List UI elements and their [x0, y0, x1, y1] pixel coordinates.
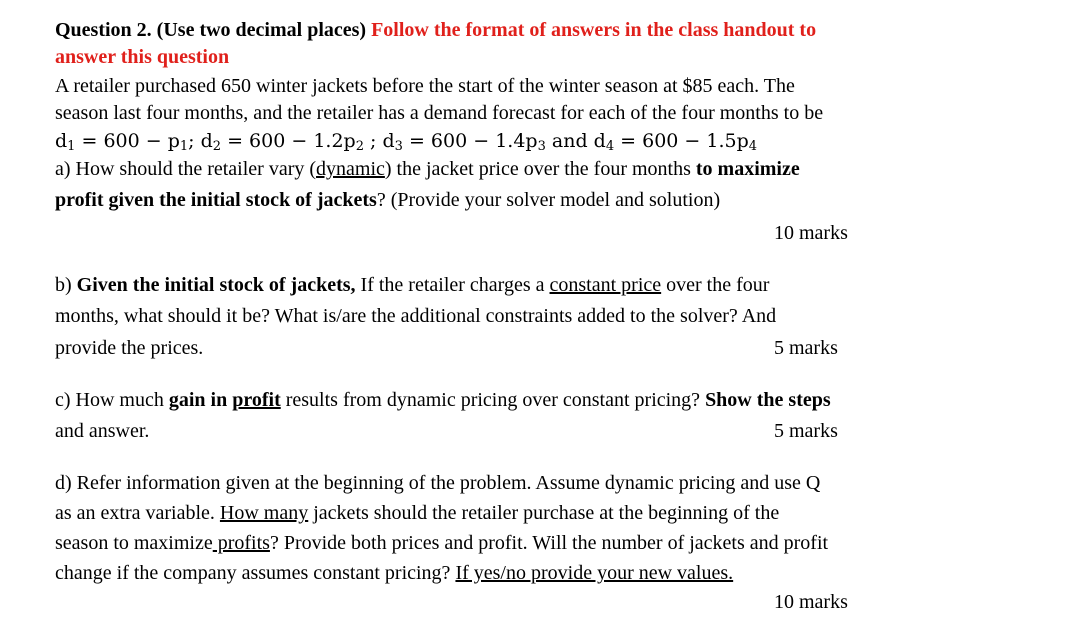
eq-text: = 600 − 1.4p [402, 130, 538, 152]
eq-sub: 2 [355, 139, 364, 154]
part-a-line-1 [55, 156, 800, 182]
part-d-line-2 [55, 500, 779, 526]
part-b-text: If the retailer charges a [355, 274, 550, 296]
part-c-line-2: and answer. [55, 420, 150, 442]
part-c-line-1 [55, 387, 831, 413]
part-b-underlined: constant price [549, 274, 662, 296]
eq-text: = 600 − 1.5p [614, 130, 749, 152]
part-c-marks: 5 marks [774, 420, 838, 442]
eq-text: ; d [188, 130, 213, 152]
part-d-underlined: How many [219, 502, 309, 524]
part-d-text: as an extra variable. [55, 502, 220, 524]
part-d-text: season to maximize [55, 532, 213, 554]
part-b-line-3: provide the prices. [55, 337, 204, 359]
part-d-text: change if the company assumes constant pricing? [55, 562, 456, 584]
part-a-text: a) How should the retailer vary ( [55, 158, 317, 180]
eq-sub: 3 [537, 139, 546, 154]
part-c-text: results from dynamic pricing over constant pricing? [280, 389, 706, 411]
eq-sub: 1 [67, 139, 76, 154]
part-b-text: over the four [661, 274, 770, 296]
format-instruction: Follow the format of answers in the class handout to [371, 19, 817, 41]
eq-text: = 600 − p [75, 130, 180, 152]
question-title: Question 2. (Use two decimal places) [55, 19, 367, 41]
part-a-bold: profit given the initial stock of jackets [55, 189, 377, 211]
part-a-text: ) the jacket price over the four months [384, 158, 696, 180]
part-a-marks: 10 marks [774, 222, 848, 244]
part-d-underlined: If yes/no provide your new values. [455, 562, 734, 584]
eq-text: = 600 − 1.2p [221, 130, 356, 152]
part-b-bold: Given the initial stock of jackets, [76, 274, 356, 296]
part-a-line-2 [55, 187, 720, 213]
part-d-line-3 [55, 530, 828, 556]
part-a-bold: to maximize [695, 158, 800, 180]
eq-sub: 4 [605, 139, 615, 154]
eq-text: ; d [364, 130, 395, 152]
part-d-text: ? Provide both prices and profit. Will the number of jackets and profit [269, 532, 829, 554]
eq-text: and d [545, 130, 606, 152]
part-b-line-2: months, what should it be? What is/are the additional constraints added to the solver? And [55, 305, 777, 327]
part-c-bold: Show the steps [705, 389, 831, 411]
part-c-bold-underlined: profit [232, 389, 281, 411]
part-b-text: b) [55, 274, 77, 296]
part-c-text: c) How much [55, 389, 169, 411]
part-d-marks: 10 marks [774, 591, 848, 613]
intro-line-2: season last four months, and the retailer has a demand forecast for each of the four months to be [55, 102, 824, 124]
part-c-bold: gain in [168, 389, 233, 411]
question-header [55, 17, 816, 43]
part-d-underlined: profits [212, 532, 270, 554]
eq-sub: 3 [394, 139, 403, 154]
part-d-line-4 [55, 560, 733, 586]
demand-equations [55, 128, 757, 154]
eq-sub: 1 [179, 139, 189, 154]
part-a-underlined: dynamic [316, 158, 385, 180]
eq-text: d [55, 130, 68, 152]
eq-sub: 4 [748, 139, 758, 154]
part-d-text: jackets should the retailer purchase at the beginning of the [308, 502, 780, 524]
eq-sub: 2 [212, 139, 222, 154]
intro-line-1: A retailer purchased 650 winter jackets before the start of the winter season at $85 each. The [55, 75, 795, 97]
format-instruction-cont: answer this question [55, 46, 230, 68]
part-b-marks: 5 marks [774, 337, 838, 359]
part-b-line-1 [55, 272, 769, 298]
part-d-line-1: d) Refer information given at the beginning of the problem. Assume dynamic pricing and use Q [55, 472, 821, 494]
part-a-text: ? (Provide your solver model and solution) [376, 189, 721, 211]
